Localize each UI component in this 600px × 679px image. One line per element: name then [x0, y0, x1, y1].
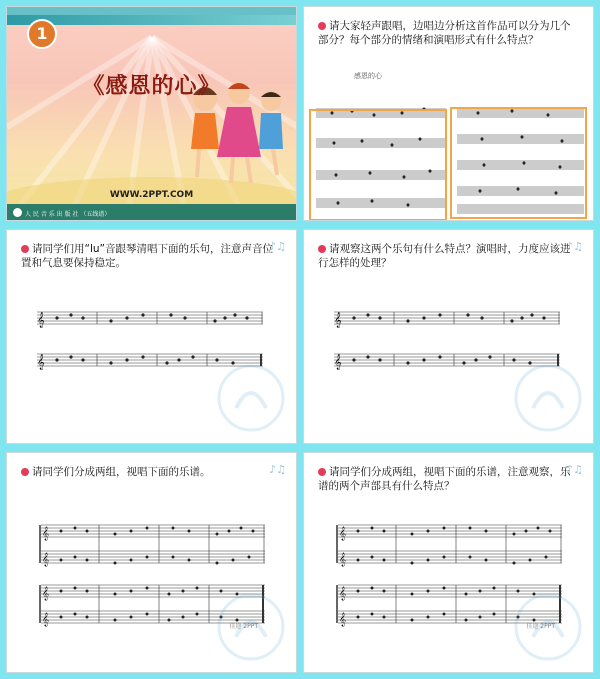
bullet-dot-icon: [318, 22, 326, 30]
slide-5-two-part[interactable]: [6, 452, 297, 673]
slide-question: [21, 242, 279, 270]
slide-question: [318, 19, 576, 47]
watermark-logo-icon: [513, 363, 583, 433]
bullet-dot-icon: [318, 468, 326, 476]
slide-question: [318, 465, 576, 493]
slide-2-score[interactable]: [303, 6, 594, 221]
signature-text: 佳途 2PPT: [526, 623, 555, 630]
two-phrase-staff: [334, 310, 564, 370]
question-text: 请同学们分成两组，视唱下面的乐谱，注意观察，乐谱的两个声部具有什么特点？: [318, 466, 571, 492]
svg-text:𝄞: 𝄞: [339, 612, 347, 626]
slide-1-title[interactable]: [6, 6, 297, 221]
signature-text: 佳途 2PPT: [229, 623, 258, 630]
question-text: 请观察这两个乐句有什么特点？演唱时，力度应该进行怎样的处理？: [318, 243, 571, 269]
watermark-logo-icon: [216, 592, 286, 662]
music-notes-icon: ♪♫: [566, 240, 583, 253]
svg-text:𝄞: 𝄞: [334, 355, 342, 370]
svg-text:𝄞: 𝄞: [42, 586, 50, 600]
slide-4-phrases[interactable]: [303, 229, 594, 444]
slide-question: [318, 242, 576, 270]
music-notes-icon: ♪♫: [566, 463, 583, 476]
two-phrase-staff: [37, 310, 267, 370]
question-text: 请同学们分成两组，视唱下面的乐谱。: [32, 466, 211, 478]
music-notes-icon: ♪♫: [269, 240, 286, 253]
music-notes-icon: ♪♫: [269, 463, 286, 476]
svg-text:𝄞: 𝄞: [339, 526, 347, 540]
publisher-footer: [7, 204, 296, 220]
svg-text:𝄞: 𝄞: [37, 355, 45, 370]
website-text: WWW.2PPT.COM: [109, 190, 194, 200]
svg-text:𝄞: 𝄞: [339, 586, 347, 600]
svg-text:𝄞: 𝄞: [42, 552, 50, 566]
publisher-logo-icon: [13, 208, 22, 217]
svg-text:𝄞: 𝄞: [339, 552, 347, 566]
svg-text:𝄞: 𝄞: [42, 526, 50, 540]
lesson-title: 《感恩的心》: [82, 73, 221, 99]
watermark-logo-icon: [513, 592, 583, 662]
svg-text:𝄞: 𝄞: [37, 313, 45, 328]
bullet-dot-icon: [21, 468, 29, 476]
slide-number-badge: 1: [27, 19, 57, 49]
svg-text:𝄞: 𝄞: [42, 612, 50, 626]
score-highlight-frame-left: [309, 109, 447, 221]
bullet-dot-icon: [318, 245, 326, 253]
question-text: 请大家轻声跟唱，边唱边分析这首作品可以分为几个部分？每个部分的情绪和演唱形式有什么特点？: [318, 20, 571, 46]
score-highlight-frame-right: [450, 107, 587, 219]
sheet-title: 感恩的心: [354, 72, 382, 80]
watermark-logo-icon: [216, 363, 286, 433]
bullet-dot-icon: [21, 245, 29, 253]
slide-6-two-part[interactable]: [303, 452, 594, 673]
title-top-bar: [7, 7, 296, 15]
slide-3-phrases[interactable]: [6, 229, 297, 444]
publisher-name: 人 民 音 乐 出 版 社 （五线谱）: [25, 211, 111, 218]
question-text: 请同学们用“lu”音跟琴清唱下面的乐句，注意声音位置和气息要保持稳定。: [21, 243, 273, 269]
svg-text:𝄞: 𝄞: [334, 313, 342, 328]
slide-question: [21, 465, 279, 479]
